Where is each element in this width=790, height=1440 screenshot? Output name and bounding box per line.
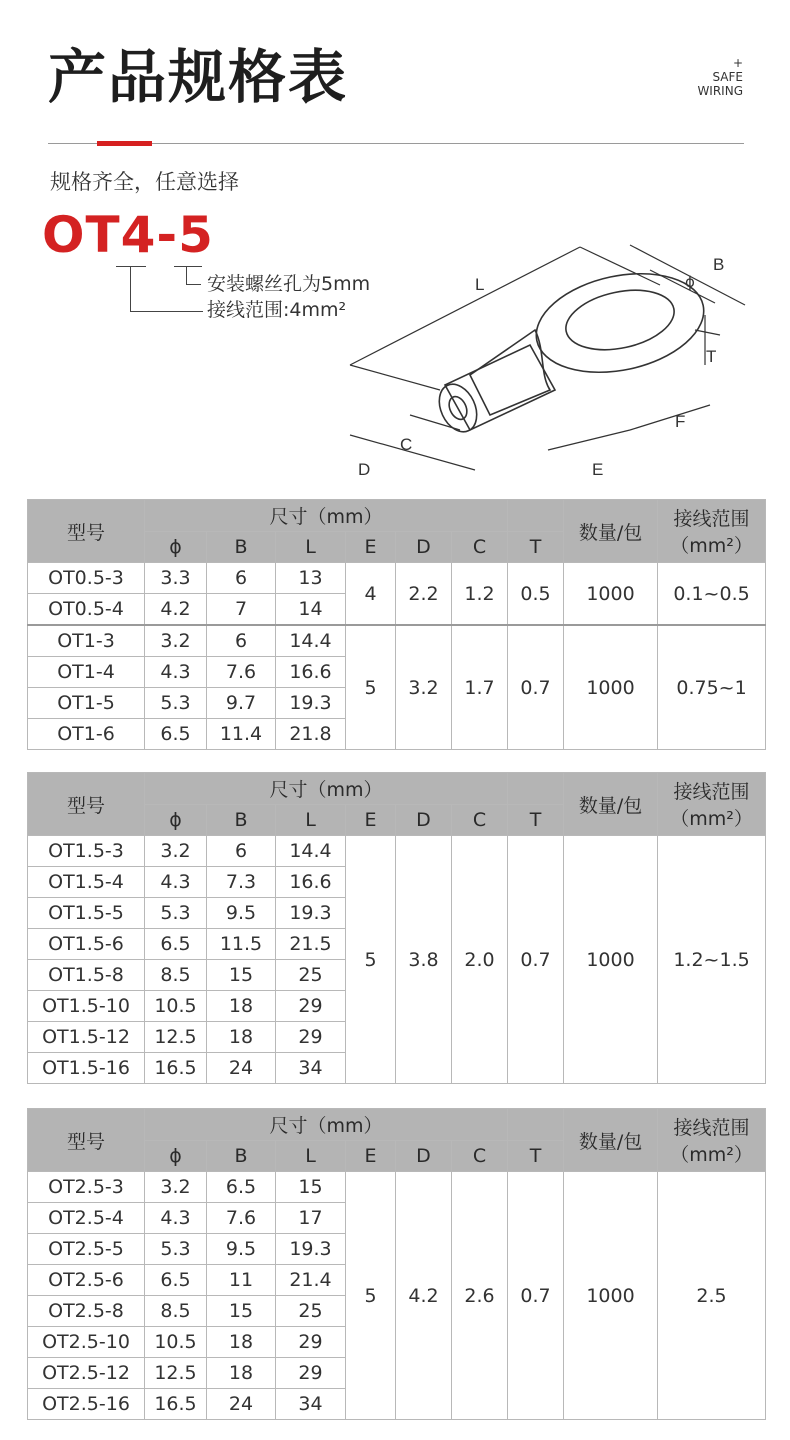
cell-phi: 4.3 <box>145 867 207 898</box>
cell-t: 0.7 <box>508 625 564 750</box>
cell-c: 1.7 <box>452 625 508 750</box>
label-phi: ϕ <box>685 273 695 291</box>
cell-phi: 10.5 <box>145 1327 207 1358</box>
header-b: B <box>207 1141 276 1172</box>
cell-phi: 6.5 <box>145 719 207 750</box>
header-t: T <box>508 805 564 836</box>
cell-t: 0.7 <box>508 1172 564 1420</box>
header-d: D <box>396 805 452 836</box>
cell-d: 3.2 <box>396 625 452 750</box>
header-size: 尺寸（mm） <box>145 500 508 532</box>
cell-qty: 1000 <box>564 563 658 626</box>
cell-model: OT1.5-12 <box>28 1022 145 1053</box>
header-d: D <box>396 532 452 563</box>
model-code-example: OT4-5 <box>42 206 214 264</box>
cell-l: 34 <box>276 1053 346 1084</box>
cell-l: 16.6 <box>276 867 346 898</box>
cell-l: 17 <box>276 1203 346 1234</box>
cell-model: OT1.5-10 <box>28 991 145 1022</box>
header-blank <box>508 1109 564 1141</box>
cell-b: 6 <box>207 625 276 657</box>
cell-model: OT1-3 <box>28 625 145 657</box>
cell-b: 7.6 <box>207 657 276 688</box>
header-t: T <box>508 1141 564 1172</box>
header-c: C <box>452 1141 508 1172</box>
cell-model: OT1.5-3 <box>28 836 145 867</box>
cell-model: OT2.5-3 <box>28 1172 145 1203</box>
cell-phi: 4.2 <box>145 594 207 626</box>
label-B: B <box>713 255 725 274</box>
cell-phi: 3.2 <box>145 836 207 867</box>
cell-phi: 3.2 <box>145 1172 207 1203</box>
cell-b: 11.5 <box>207 929 276 960</box>
header-qty: 数量/包 <box>564 1109 658 1172</box>
brand-line-1: SAFE <box>712 70 743 84</box>
header-range-line1: 接线范围 <box>673 1117 750 1139</box>
cell-t: 0.7 <box>508 836 564 1084</box>
cell-l: 21.8 <box>276 719 346 750</box>
cell-phi: 5.3 <box>145 688 207 719</box>
label-E: E <box>592 460 604 479</box>
dim-line-phi <box>650 270 715 303</box>
cell-l: 29 <box>276 1327 346 1358</box>
cell-b: 6 <box>207 836 276 867</box>
cell-phi: 4.3 <box>145 1203 207 1234</box>
label-T: T <box>706 347 717 366</box>
cell-model: OT1.5-16 <box>28 1053 145 1084</box>
cell-phi: 5.3 <box>145 898 207 929</box>
header-size: 尺寸（mm） <box>145 1109 508 1141</box>
cell-c: 2.6 <box>452 1172 508 1420</box>
cell-t: 0.5 <box>508 563 564 626</box>
header-qty: 数量/包 <box>564 773 658 836</box>
cell-phi: 8.5 <box>145 960 207 991</box>
cell-b: 7 <box>207 594 276 626</box>
label-F: F <box>675 412 686 431</box>
header-range <box>658 773 766 836</box>
header-divider <box>48 143 744 144</box>
table-row <box>28 836 766 867</box>
cell-l: 29 <box>276 1358 346 1389</box>
table-header-row <box>28 773 766 805</box>
cell-range: 1.2~1.5 <box>658 836 766 1084</box>
table-header-row <box>28 500 766 532</box>
cell-model: OT2.5-12 <box>28 1358 145 1389</box>
cell-c: 2.0 <box>452 836 508 1084</box>
cell-b: 15 <box>207 1296 276 1327</box>
brand-plus: + <box>732 56 743 70</box>
cell-phi: 12.5 <box>145 1022 207 1053</box>
table-header-row <box>28 1109 766 1141</box>
header-l: L <box>276 805 346 836</box>
cell-l: 19.3 <box>276 688 346 719</box>
cell-l: 14.4 <box>276 836 346 867</box>
cell-b: 11 <box>207 1265 276 1296</box>
cell-range: 0.1~0.5 <box>658 563 766 626</box>
cell-model: OT2.5-8 <box>28 1296 145 1327</box>
cell-l: 14 <box>276 594 346 626</box>
header-t: T <box>508 532 564 563</box>
cell-l: 21.5 <box>276 929 346 960</box>
header-range <box>658 1109 766 1172</box>
cell-model: OT0.5-4 <box>28 594 145 626</box>
cell-b: 11.4 <box>207 719 276 750</box>
cell-l: 25 <box>276 1296 346 1327</box>
cell-l: 19.3 <box>276 898 346 929</box>
dim-line-E <box>548 430 630 450</box>
header-phi: ϕ <box>145 805 207 836</box>
header-accent-bar <box>97 141 152 146</box>
cell-b: 9.5 <box>207 898 276 929</box>
page-title: 产品规格表 <box>48 43 349 111</box>
cell-phi: 6.5 <box>145 929 207 960</box>
header-model: 型号 <box>28 1109 145 1172</box>
header-size: 尺寸（mm） <box>145 773 508 805</box>
cell-e: 4 <box>346 563 396 626</box>
brand-mark <box>697 56 743 98</box>
cell-phi: 3.3 <box>145 563 207 594</box>
terminal-diagram <box>330 225 760 490</box>
note-wire-range: 接线范围:4mm² <box>207 299 347 321</box>
cell-model: OT0.5-3 <box>28 563 145 594</box>
cell-model: OT2.5-6 <box>28 1265 145 1296</box>
header-phi: ϕ <box>145 1141 207 1172</box>
cell-phi: 8.5 <box>145 1296 207 1327</box>
dim-line-T <box>695 330 720 335</box>
cell-phi: 16.5 <box>145 1389 207 1420</box>
cell-model: OT1-4 <box>28 657 145 688</box>
header-l: L <box>276 1141 346 1172</box>
cell-b: 15 <box>207 960 276 991</box>
cell-l: 29 <box>276 991 346 1022</box>
header-range-line2: （mm²） <box>670 1144 753 1166</box>
cell-b: 18 <box>207 1327 276 1358</box>
cell-b: 24 <box>207 1053 276 1084</box>
header-model: 型号 <box>28 773 145 836</box>
spec-table-2 <box>27 772 766 1084</box>
cell-model: OT2.5-10 <box>28 1327 145 1358</box>
cell-l: 14.4 <box>276 625 346 657</box>
cell-qty: 1000 <box>564 625 658 750</box>
cell-l: 16.6 <box>276 657 346 688</box>
header-l: L <box>276 532 346 563</box>
spec-table-1 <box>27 499 766 750</box>
dim-line-F <box>630 405 710 430</box>
cell-model: OT1-6 <box>28 719 145 750</box>
page-subtitle: 规格齐全，任意选择 <box>50 170 239 194</box>
cell-d: 3.8 <box>396 836 452 1084</box>
cell-b: 24 <box>207 1389 276 1420</box>
header-e: E <box>346 805 396 836</box>
spec-table-3 <box>27 1108 766 1420</box>
header-qty: 数量/包 <box>564 500 658 563</box>
label-D: D <box>358 460 371 479</box>
header-range-line1: 接线范围 <box>673 508 750 530</box>
header-range-line1: 接线范围 <box>673 781 750 803</box>
cell-model: OT1.5-4 <box>28 867 145 898</box>
table-row <box>28 1172 766 1203</box>
cell-c: 1.2 <box>452 563 508 626</box>
header-blank <box>508 773 564 805</box>
label-L: L <box>475 275 485 294</box>
cell-range: 2.5 <box>658 1172 766 1420</box>
header-range-line2: （mm²） <box>670 535 753 557</box>
cell-phi: 6.5 <box>145 1265 207 1296</box>
cell-e: 5 <box>346 1172 396 1420</box>
cell-phi: 12.5 <box>145 1358 207 1389</box>
cell-e: 5 <box>346 836 396 1084</box>
bracket-range-drop <box>130 266 203 312</box>
header-phi: ϕ <box>145 532 207 563</box>
header-range-line2: （mm²） <box>670 808 753 830</box>
cell-model: OT1-5 <box>28 688 145 719</box>
dim-line-C <box>410 415 460 430</box>
cell-l: 29 <box>276 1022 346 1053</box>
header-model: 型号 <box>28 500 145 563</box>
cell-model: OT2.5-16 <box>28 1389 145 1420</box>
cell-phi: 10.5 <box>145 991 207 1022</box>
header-b: B <box>207 805 276 836</box>
ring-inner <box>560 281 679 359</box>
cell-model: OT2.5-5 <box>28 1234 145 1265</box>
header-e: E <box>346 532 396 563</box>
cell-b: 7.3 <box>207 867 276 898</box>
header-e: E <box>346 1141 396 1172</box>
cell-b: 9.7 <box>207 688 276 719</box>
cell-model: OT1.5-5 <box>28 898 145 929</box>
cell-phi: 4.3 <box>145 657 207 688</box>
cell-b: 6.5 <box>207 1172 276 1203</box>
brand-line-2: WIRING <box>697 84 743 98</box>
header-b: B <box>207 532 276 563</box>
cell-l: 21.4 <box>276 1265 346 1296</box>
cell-model: OT1.5-8 <box>28 960 145 991</box>
dim-line-L <box>350 247 580 365</box>
cell-d: 2.2 <box>396 563 452 626</box>
cell-phi: 3.2 <box>145 625 207 657</box>
cell-e: 5 <box>346 625 396 750</box>
cell-model: OT2.5-4 <box>28 1203 145 1234</box>
cell-range: 0.75~1 <box>658 625 766 750</box>
header-c: C <box>452 532 508 563</box>
cell-l: 25 <box>276 960 346 991</box>
cell-l: 15 <box>276 1172 346 1203</box>
cell-b: 9.5 <box>207 1234 276 1265</box>
cell-qty: 1000 <box>564 1172 658 1420</box>
table-row <box>28 563 766 594</box>
cell-phi: 16.5 <box>145 1053 207 1084</box>
cell-b: 7.6 <box>207 1203 276 1234</box>
cell-phi: 5.3 <box>145 1234 207 1265</box>
cell-b: 6 <box>207 563 276 594</box>
note-mount-hole: 安装螺丝孔为5mm <box>207 273 371 295</box>
label-C: C <box>400 435 413 454</box>
cell-l: 34 <box>276 1389 346 1420</box>
header-c: C <box>452 805 508 836</box>
cell-l: 13 <box>276 563 346 594</box>
header-range <box>658 500 766 563</box>
header-d: D <box>396 1141 452 1172</box>
cell-b: 18 <box>207 1358 276 1389</box>
table-row <box>28 625 766 657</box>
header-blank <box>508 500 564 532</box>
cell-d: 4.2 <box>396 1172 452 1420</box>
cell-l: 19.3 <box>276 1234 346 1265</box>
cell-b: 18 <box>207 991 276 1022</box>
cell-qty: 1000 <box>564 836 658 1084</box>
cell-b: 18 <box>207 1022 276 1053</box>
cell-model: OT1.5-6 <box>28 929 145 960</box>
